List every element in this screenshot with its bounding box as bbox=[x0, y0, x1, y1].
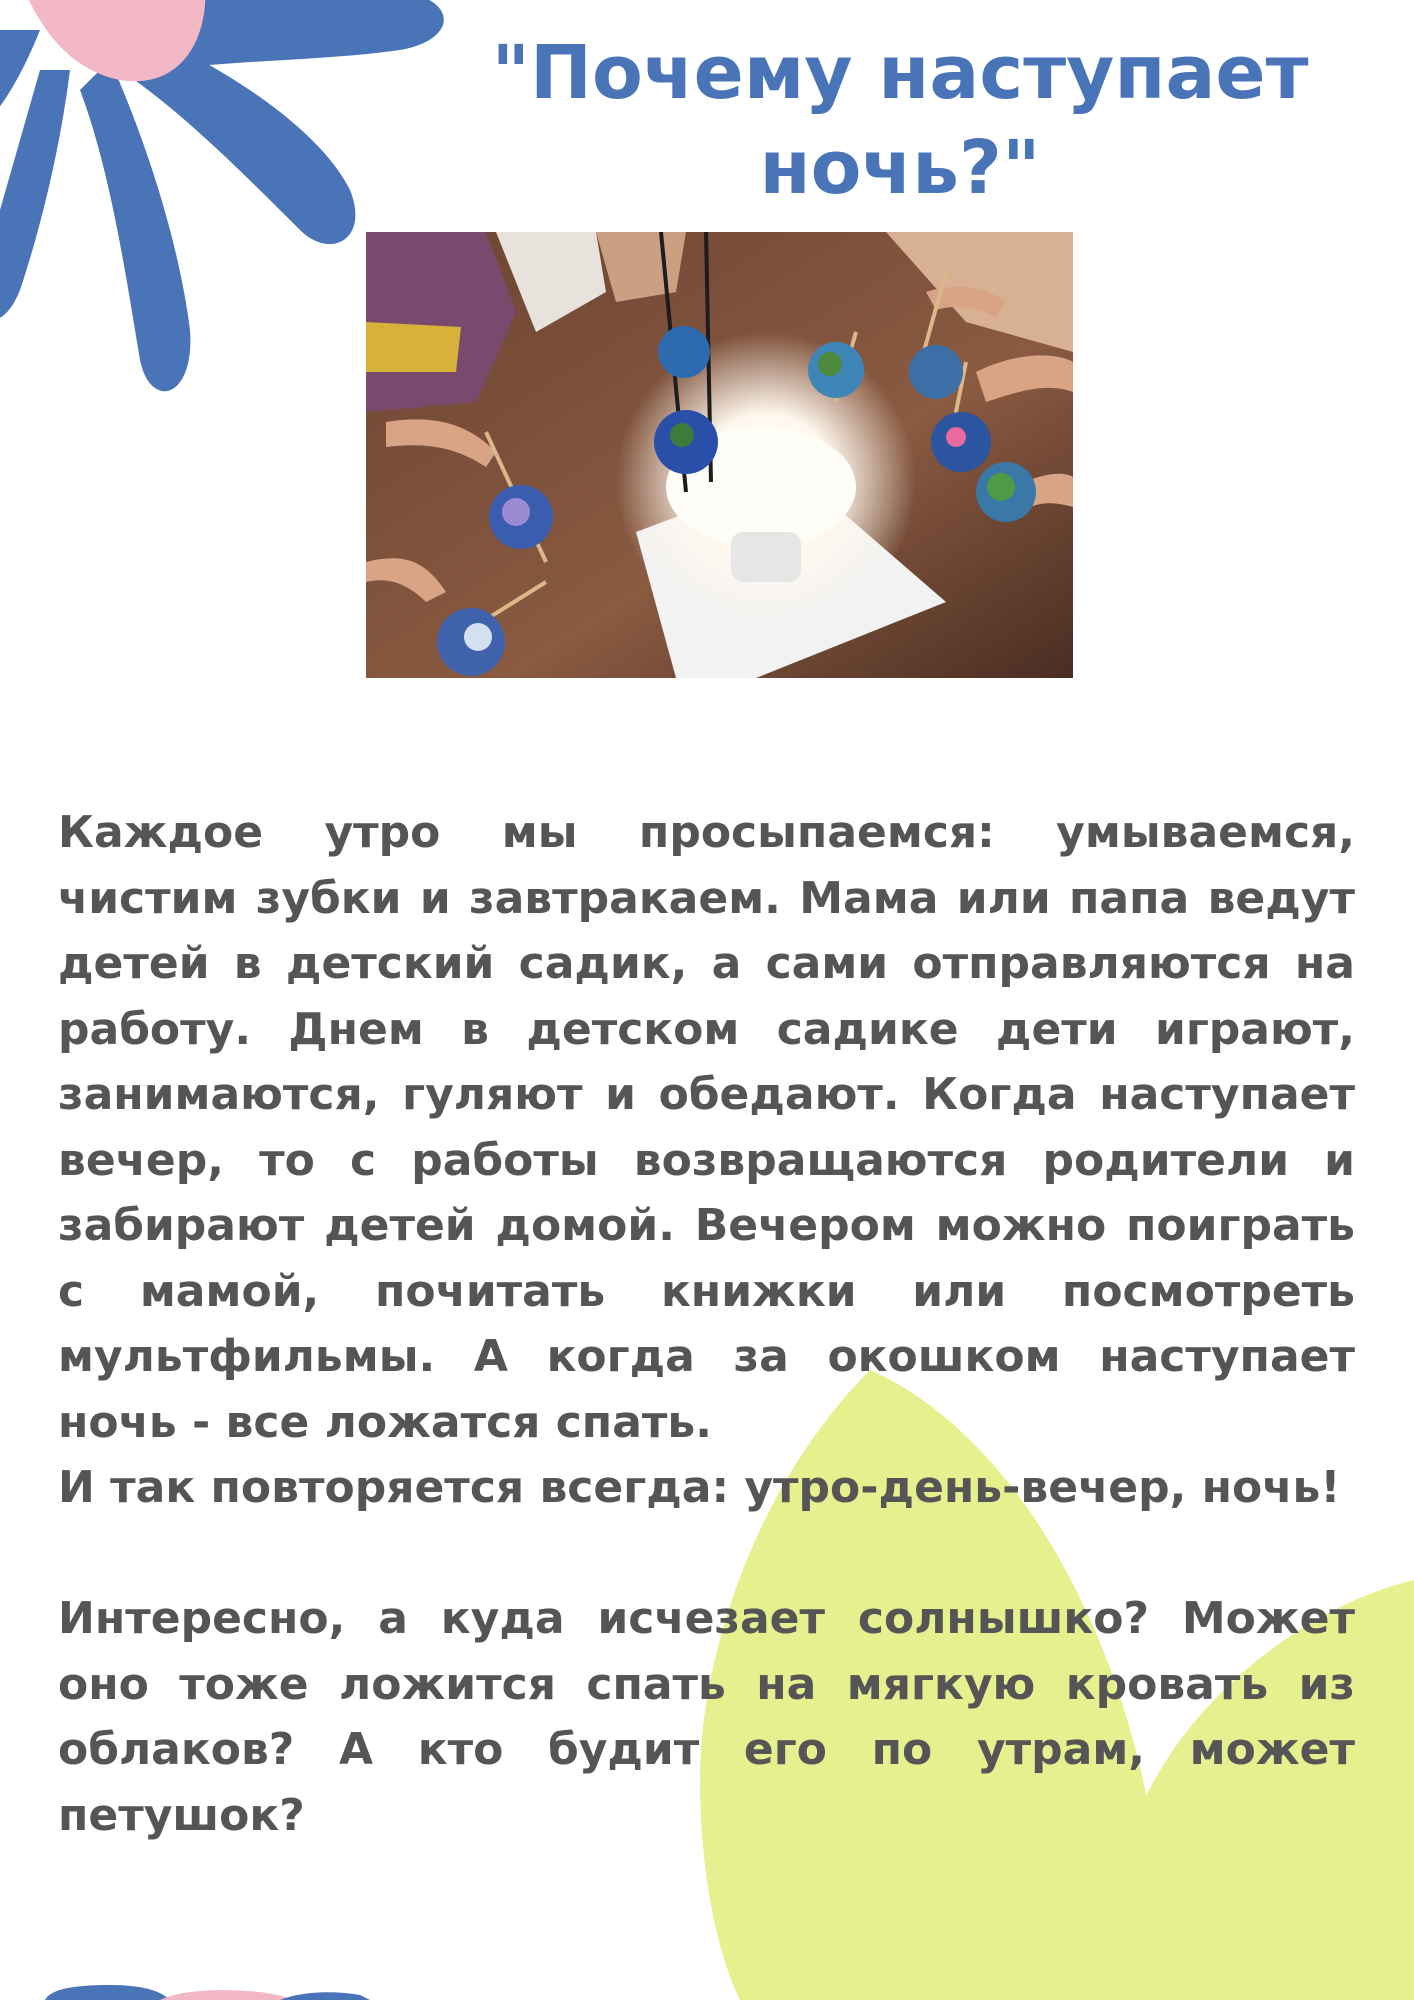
body-text bbox=[58, 800, 1355, 1848]
paragraph: И так повторяется всегда: утро-день-вечер, ночь! bbox=[58, 1462, 1341, 1513]
paragraph: Интересно, а куда исчезает солнышко? Может оно тоже ложится спать на мягкую кровать из облаков? А кто будит его по утрам, может петушок? bbox=[58, 1593, 1355, 1841]
bottom-flower-decoration bbox=[45, 1985, 370, 2000]
paragraph: Каждое утро мы просыпаемся: умываемся, чистим зубки и завтракаем. Мама или папа ведут детей в детский садик, а сами отправляются на работу. Днем в детском садике дети играют, занимаются, гуляют и обедают. Когда наступает вечер, то с работы возвращаются родители и забирают детей домой. Вечером можно поиграть с мамой, почитать книжки или посмотреть мультфильмы. А когда за окошком наступает ночь - все ложатся спать. bbox=[58, 807, 1355, 1448]
page-title: "Почему наступает ночь?" bbox=[491, 30, 1309, 211]
paragraph-spacer bbox=[58, 1521, 1355, 1587]
children-globes-lamp-photo bbox=[366, 232, 1073, 678]
